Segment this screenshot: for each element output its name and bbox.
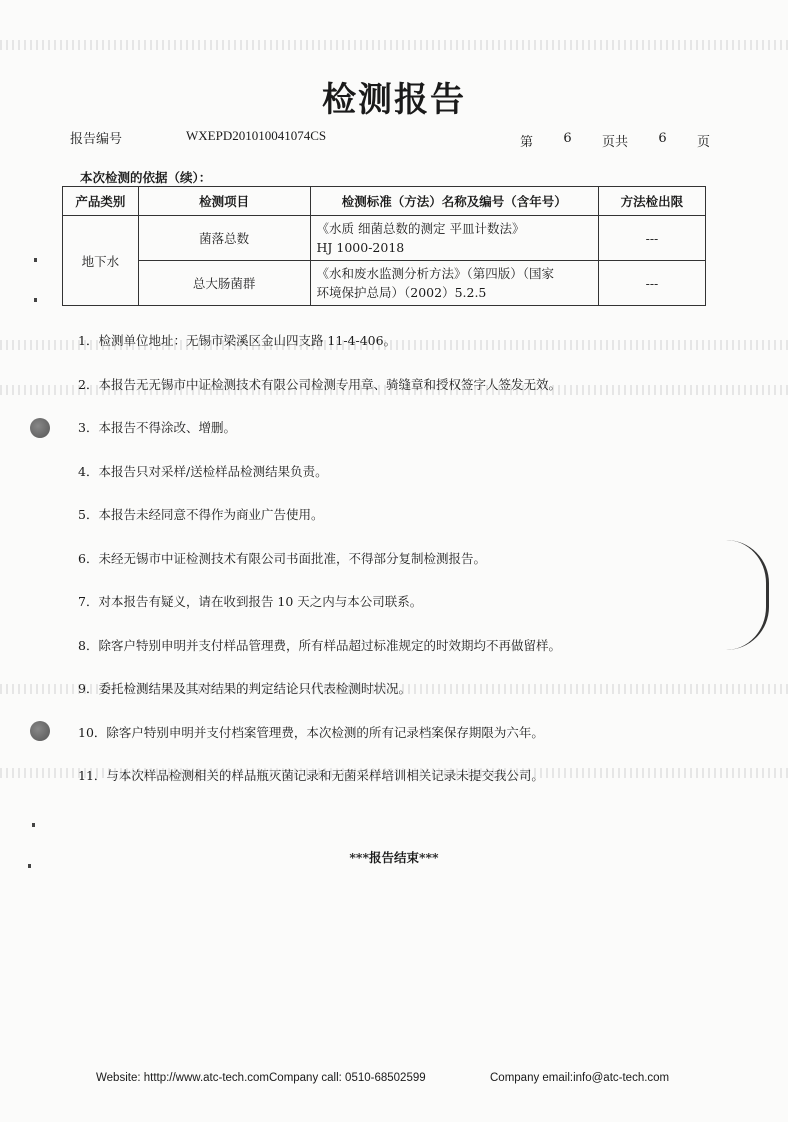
standard-line: HJ 1000-2018: [316, 240, 405, 255]
report-number: WXEPD201010041074CS: [186, 128, 327, 143]
list-item: 11．与本次样品检测相关的样品瓶灭菌记录和无菌采样培训相关记录未提交我公司。: [78, 768, 544, 783]
list-item: 10．除客户特别申明并支付档案管理费，本次检测的所有记录档案保存期限为六年。: [78, 724, 544, 740]
test-item: 菌落总数: [138, 216, 310, 261]
scan-speck: [32, 823, 35, 827]
standard-line: 《水和废水监测分析方法》（第四版）（国家: [316, 266, 555, 281]
list-item: 1．检测单位地址：无锡市梁溪区金山四支路 11-4-406。: [78, 333, 397, 348]
notes-list: [78, 332, 718, 811]
list-item: 4．本报告只对采样/送检样品检测结果负责。: [78, 463, 328, 479]
page-title: 检测报告: [322, 80, 466, 120]
test-standard: [310, 261, 598, 306]
scan-speck: [34, 298, 37, 302]
list-item: 6．未经无锡市中证检测技术有限公司书面批准，不得部分复制检测报告。: [78, 550, 486, 566]
page-label-b: 页共: [601, 135, 628, 150]
standard-line: 《水质 细菌总数的测定 平皿计数法》: [316, 221, 525, 236]
test-standard: [310, 216, 598, 261]
table-row: [63, 216, 706, 261]
page-number: [520, 131, 710, 150]
page-total: 6: [658, 131, 667, 146]
list-item: 5．本报告未经同意不得作为商业广告使用。: [78, 507, 324, 522]
page-label-c: 页: [696, 135, 710, 150]
report-end-mark: ***报告结束***: [349, 850, 439, 865]
scan-speck: [34, 258, 37, 262]
standards-table: [62, 186, 706, 306]
page-current: 6: [563, 131, 572, 146]
detection-limit: ---: [598, 261, 705, 306]
test-item: 总大肠菌群: [138, 261, 310, 306]
list-item: 8．除客户特别申明并支付样品管理费，所有样品超过标准规定的时效期均不再做留样。: [78, 637, 561, 653]
list-item: 3．本报告不得涂改、增删。: [78, 420, 236, 435]
scan-noise: [0, 40, 788, 50]
list-item: 7．对本报告有疑义，请在收到报告 10 天之内与本公司联系。: [78, 594, 423, 609]
punch-hole-icon: [30, 721, 50, 741]
footer-email: Company email:info@atc-tech.com: [490, 1072, 670, 1084]
punch-hole-icon: [30, 418, 50, 438]
product-category: 地下水: [63, 216, 139, 306]
table-row: [63, 261, 706, 306]
list-item: 2．本报告无无锡市中证检测技术有限公司检测专用章、骑缝章和授权签字人签发无效。: [78, 376, 561, 392]
header-category: 产品类别: [63, 187, 139, 216]
list-item: 9．委托检测结果及其对结果的判定结论只代表检测时状况。: [78, 681, 411, 696]
header-standard: 检测标准（方法）名称及编号（含年号）: [310, 187, 598, 216]
footer-contact: Website: htttp://www.atc-tech.comCompany call: 0510-68502599: [96, 1072, 426, 1084]
report-number-label: 报告编号: [70, 132, 123, 147]
standard-line: 环境保护总局）（2002）5.2.5: [316, 285, 487, 300]
detection-limit: ---: [598, 216, 705, 261]
header-limit: 方法检出限: [598, 187, 705, 216]
section-label: 本次检测的依据（续）：: [80, 170, 212, 185]
seam-seal-icon: [726, 540, 769, 650]
header-item: 检测项目: [138, 187, 310, 216]
scan-speck: [28, 864, 31, 868]
page-label-a: 第: [520, 135, 534, 150]
table-header-row: [63, 187, 706, 216]
